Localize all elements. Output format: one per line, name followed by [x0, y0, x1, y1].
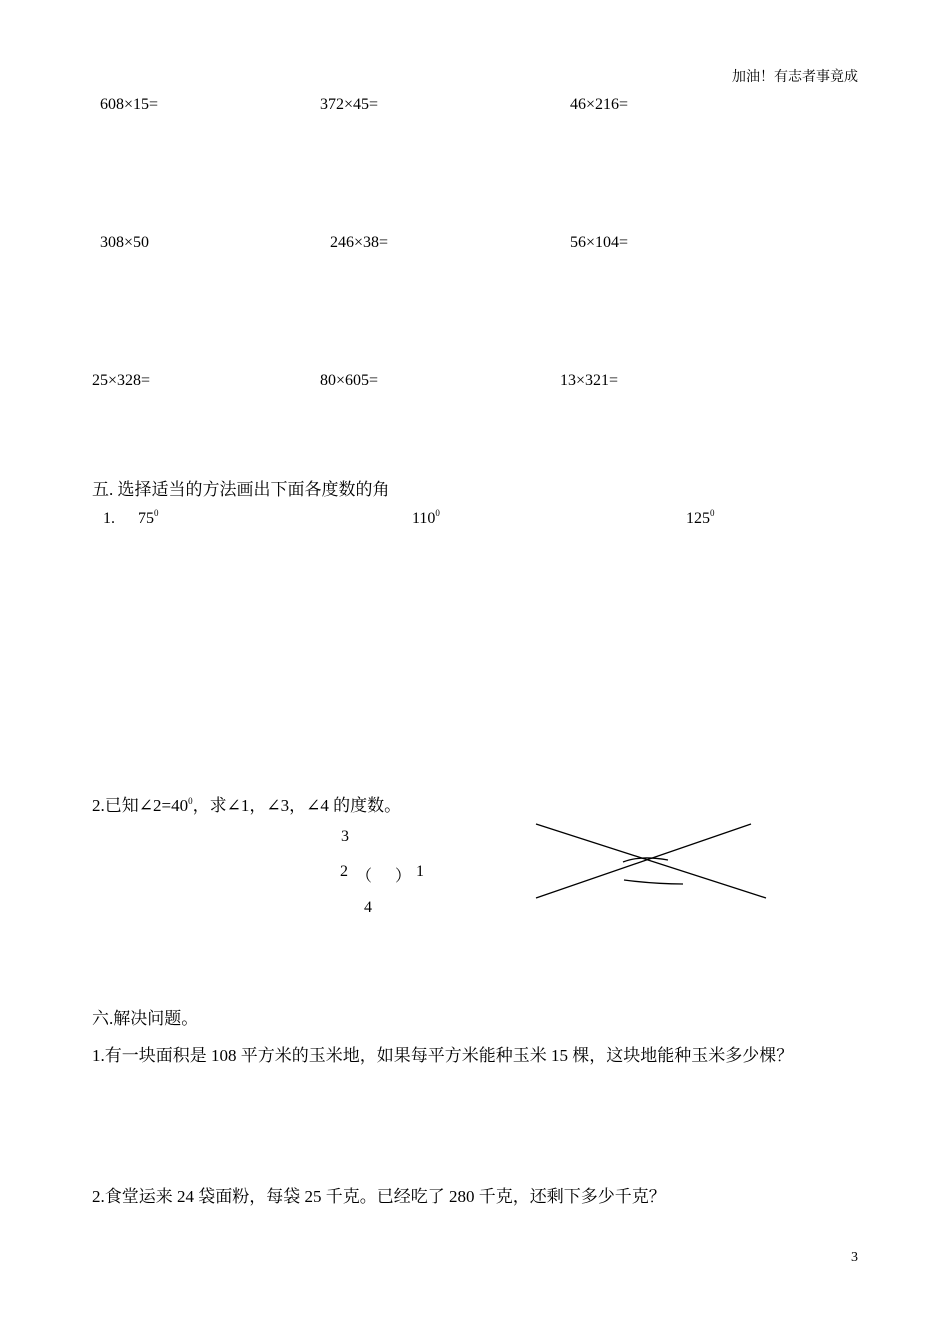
diagram-label-2: 2 [340, 863, 348, 880]
question-2-prompt: 2.已知$\angle 2=40^0$，求∠1，∠3，∠4 的度数。 [92, 796, 402, 815]
angle-125: $125^0$ [686, 508, 715, 527]
calc-problem: 25×328= [92, 372, 151, 389]
diagram-label-4: 4 [364, 899, 372, 916]
section-5-title: 五. 选择适当的方法画出下面各度数的角 [92, 480, 390, 499]
diagram-label-1: 1 [416, 863, 424, 880]
calc-problem: 372×45= [320, 96, 379, 113]
calc-problem: 608×15= [100, 96, 159, 113]
diagram-paren-close: ） [395, 868, 412, 885]
word-problem-2: 2.食堂运来 24 袋面粉，每袋 25 千克。已经吃了 280 千克，还剩下多少千克？ [92, 1187, 666, 1206]
calc-problem: 246×38= [330, 234, 389, 251]
diagram-paren-open: （ [356, 868, 373, 885]
angle-75: $75^0$ [138, 508, 159, 527]
calc-problem: 56×104= [570, 234, 629, 251]
angle-110: $110^0$ [412, 508, 440, 527]
header-motto: 加油！有志者事竟成 [732, 70, 858, 85]
diagram-label-3: 3 [341, 828, 349, 845]
calc-problem: 80×605= [320, 372, 379, 389]
page-number: 3 [851, 1250, 858, 1265]
section-6-title: 六.解决问题。 [92, 1009, 199, 1028]
calc-problem: 13×321= [560, 372, 619, 389]
calc-problem: 46×216= [570, 96, 629, 113]
word-problem-1: 1.有一块面积是 108 平方米的玉米地，如果每平方米能种玉米 15 棵，这块地能种玉米多少棵？ [92, 1046, 794, 1065]
question-number: 1. [103, 510, 115, 527]
calc-problem: 308×50 [100, 234, 150, 251]
